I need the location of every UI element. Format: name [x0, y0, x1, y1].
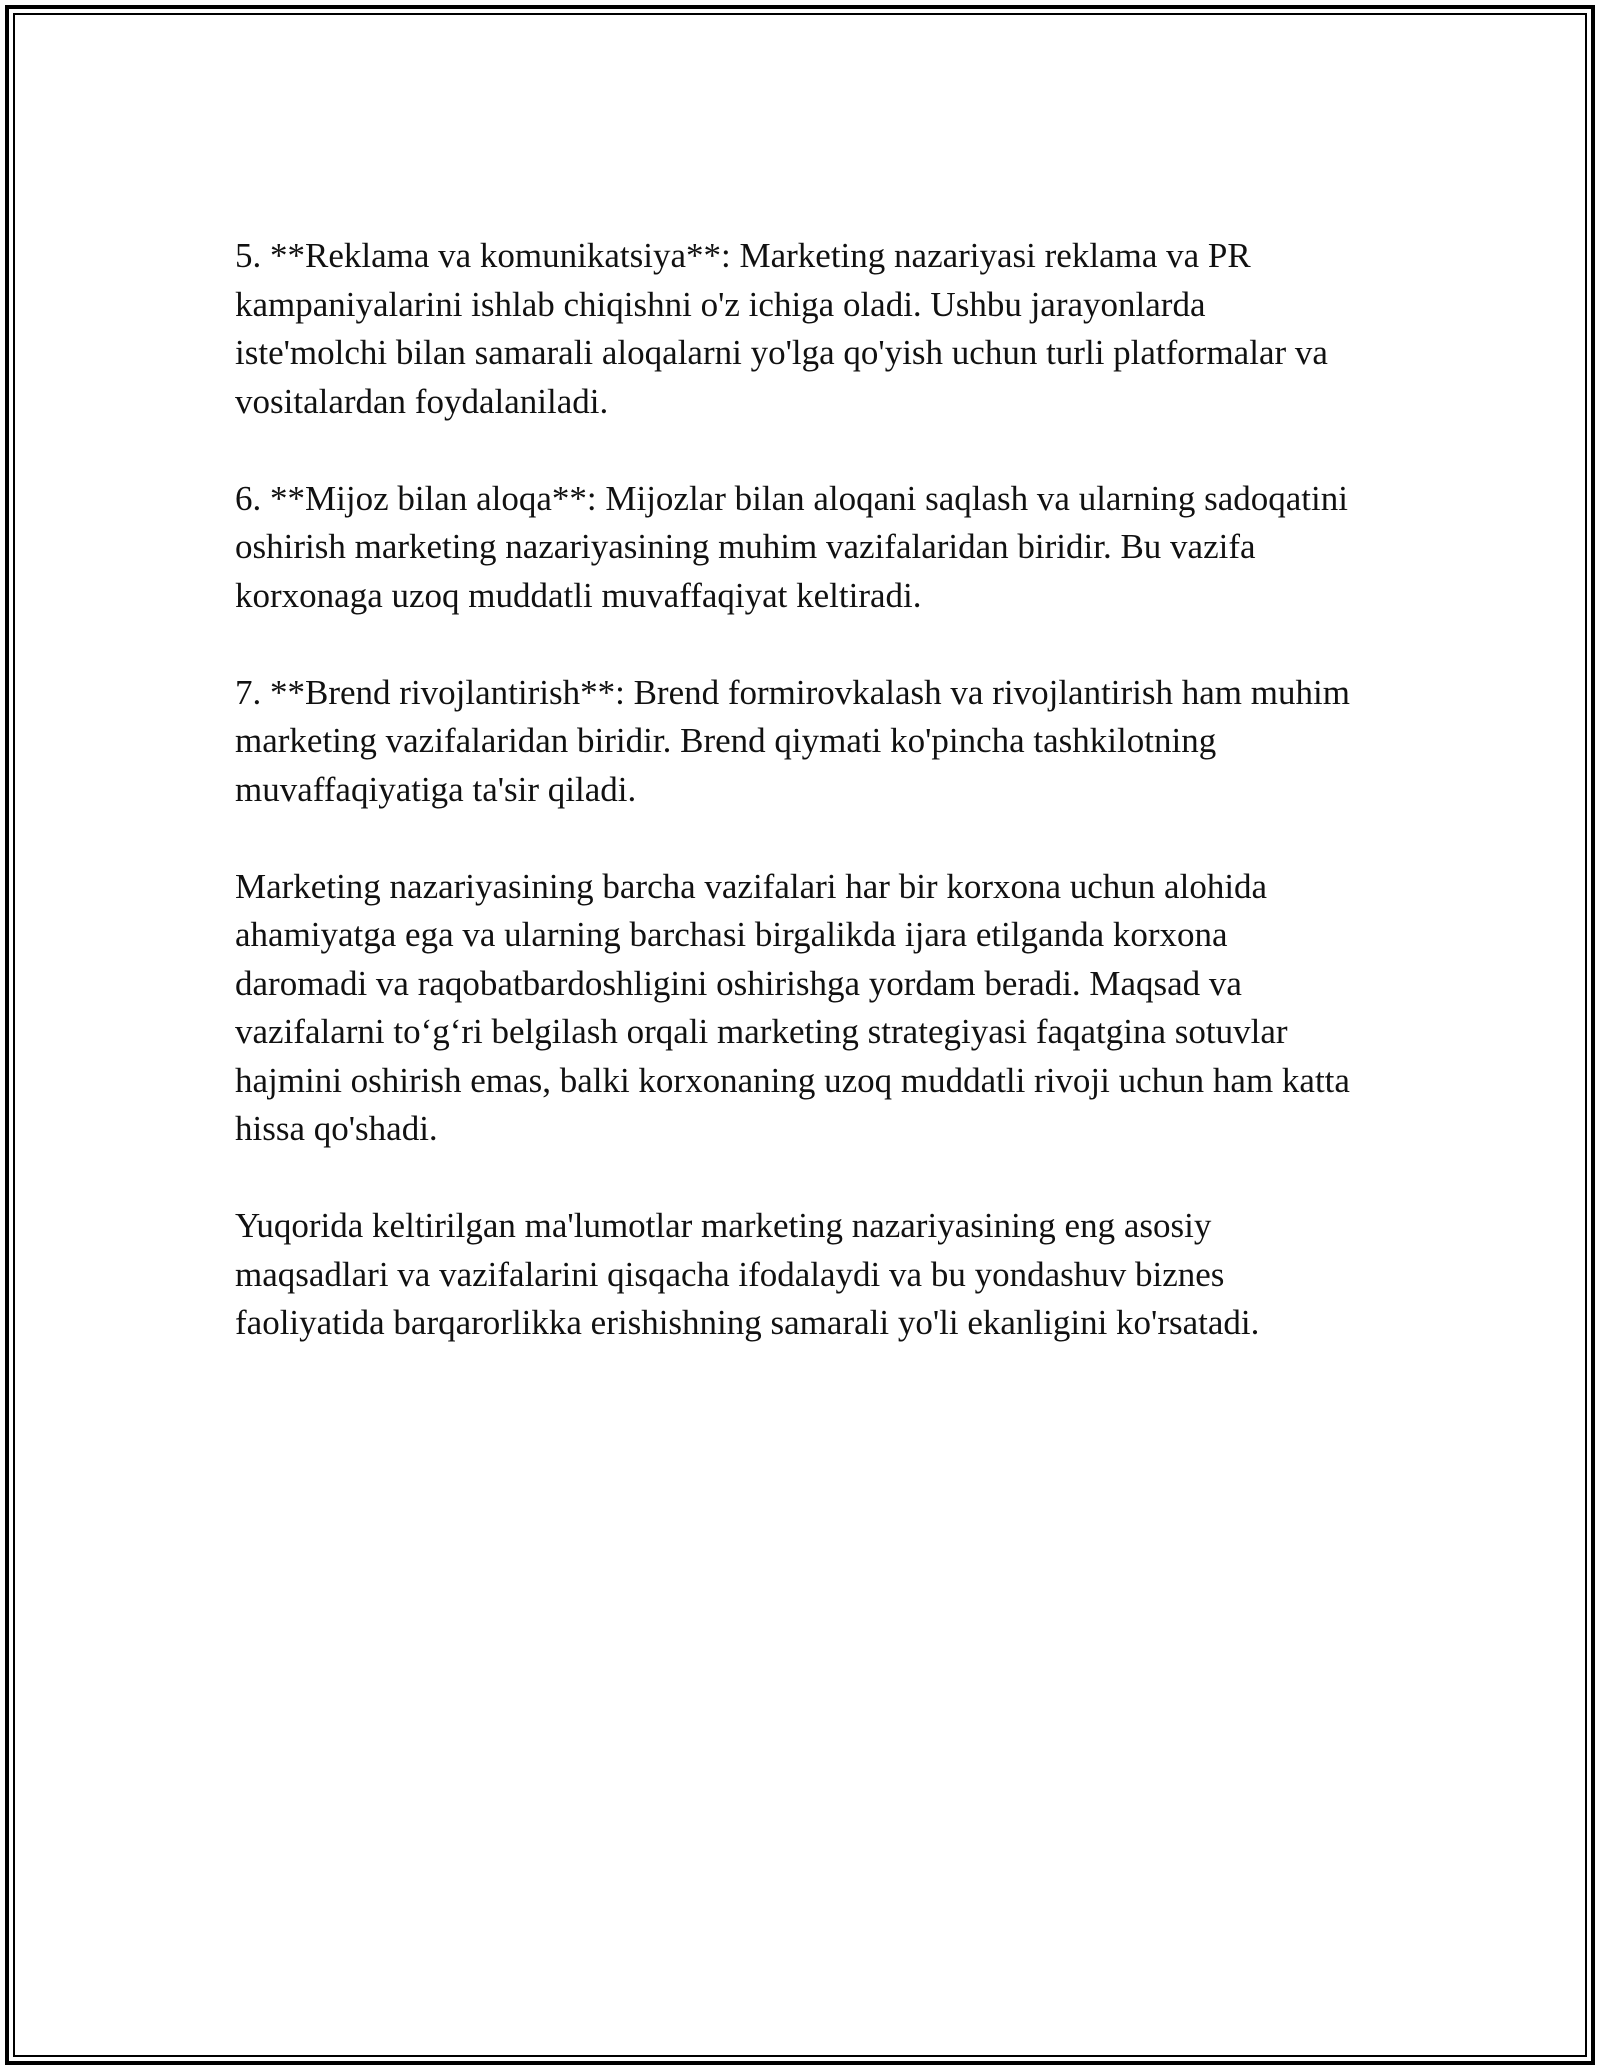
document-body — [235, 232, 1365, 1396]
paragraph-summary: Marketing nazariyasining barcha vazifalari har bir korxona uchun alohida ahamiyatga ega va ularning barchasi birgalikda ijara etilganda korxona daromadi va raqobatbardoshligini oshirishga yordam beradi. Maqsad va vazifalarni to‘g‘ri belgilash orqali marketing strategiyasi faqatgina sotuvlar hajmini oshirish emas, balki korxonaning uzoq muddatli rivoji uchun ham katta hissa qo'shadi. — [235, 866, 1350, 1148]
paragraph-item-7: 7. **Brend rivojlantirish**: Brend formirovkalash va rivojlantirish ham muhim marketing vazifalaridan biridir. Brend qiymati ko'pincha tashkilotning muvaffaqiyatiga ta'sir qiladi. — [235, 672, 1350, 809]
paragraph-conclusion: Yuqorida keltirilgan ma'lumotlar marketing nazariyasining eng asosiy maqsadlari va vazifalarini qisqacha ifodalaydi va bu yondashuv biznes faoliyatida barqarorlikka erishishning samarali yo'li ekanligini ko'rsatadi. — [235, 1206, 1260, 1342]
paragraph-item-5: 5. **Reklama va komunikatsiya**: Marketing nazariyasi reklama va PR kampaniyalarini ishlab chiqishni o'z ichiga oladi. Ushbu jarayonlarda iste'molchi bilan samarali aloqalarni yo'lga qo'yish uchun turli platformalar va vositalardan foydalaniladi. — [235, 236, 1328, 421]
paragraph-item-6: 6. **Mijoz bilan aloqa**: Mijozlar bilan aloqani saqlash va ularning sadoqatini oshirish marketing nazariyasining muhim vazifalaridan biridir. Bu vazifa korxonaga uzoq muddatli muvaffaqiyat keltiradi. — [235, 478, 1348, 615]
